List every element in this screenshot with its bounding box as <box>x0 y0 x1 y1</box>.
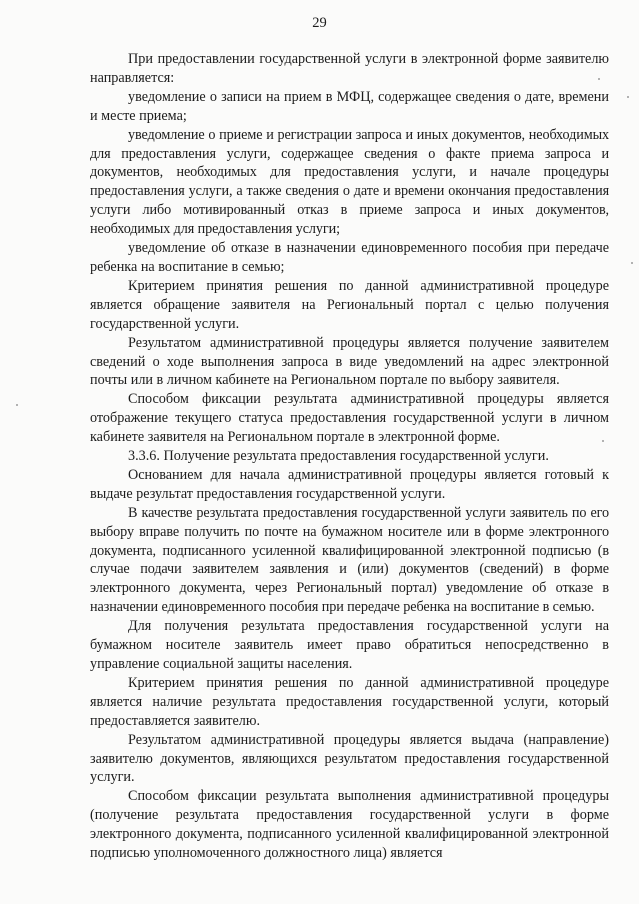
paragraph-procedure-result: Результатом административной процедуры является получение заявителем сведений о ходе выполнения запроса в виде уведомлений на адрес электронной почты или в личном кабинете на Региональном портале по выбору заявителя. <box>90 334 609 389</box>
paragraph-fixation-method: Способом фиксации результата административной процедуры является отображение текущего статуса предоставления государственной услуги в личном кабинете заявителя на Региональном портале в электронной форме. <box>90 391 609 446</box>
scan-speck <box>631 262 633 264</box>
paragraph-result-options: В качестве результата предоставления государственной услуги заявитель по его выбору вправе получить по почте на бумажном носителе или в форме электронного документа, подписанного усиленной квалифицированной электронной подписью (в случае подачи заявителем заявления и (или) документов (сведений) в форме электронного документа, через Региональный портал) уведомление об отказе в назначении единовременного пособия при передаче ребенка на воспитание в семью. <box>90 504 609 616</box>
scan-speck <box>16 404 18 406</box>
paragraph-intro: При предоставлении государственной услуги в электронной форме заявителю направляется: <box>90 51 609 86</box>
paragraph-fixation-method-2: Способом фиксации результата выполнения административной процедуры (получение результата предоставления государственной услуги в форме электронного документа, подписанного усиленной квалифицированной электронной подписью уполномоченного должностного лица) является <box>90 788 609 862</box>
scan-speck <box>602 440 604 442</box>
paragraph-procedure-result-2: Результатом административной процедуры является выдача (направление) заявителю документов, являющихся результатом предоставления государственной услуги. <box>90 731 609 786</box>
paragraph-decision-criterion: Критерием принятия решения по данной административной процедуре является обращение заявителя на Региональный портал с целью получения государственной услуги. <box>90 277 609 332</box>
paragraph-notice-registration: уведомление о приеме и регистрации запроса и иных документов, необходимых для предоставления услуги, содержащее сведения о факте приема запроса и документов, необходимых для предоставления услуги, и начале процедуры предоставления услуги, а также сведения о дате и времени окончания предоставления услуги либо мотивированный отказ в приеме запроса и иных документов, необходимых для предоставления услуги; <box>90 126 609 238</box>
scan-speck <box>627 96 629 98</box>
paragraph-notice-appointment: уведомление о записи на прием в МФЦ, содержащее сведения о дате, времени и месте приема; <box>90 88 609 124</box>
section-heading-3-3-6: 3.3.6. Получение результата предоставления государственной услуги. <box>128 448 549 465</box>
paragraph-grounds: Основанием для начала административной процедуры является готовый к выдаче результат предоставления государственной услуги. <box>90 466 609 502</box>
paragraph-paper-result: Для получения результата предоставления государственной услуги на бумажном носителе заявитель имеет право обратиться непосредственно в управление социальной защиты населения. <box>90 618 609 672</box>
page-number: 29 <box>312 15 327 31</box>
paragraph-decision-criterion-2: Критерием принятия решения по данной административной процедуре является наличие результата предоставления государственной услуги, который предоставляется заявителю. <box>90 674 609 729</box>
scan-speck <box>598 78 600 80</box>
paragraph-notice-refusal: уведомление об отказе в назначении единовременного пособия при передаче ребенка на воспитание в семью; <box>90 240 609 275</box>
document-body <box>90 50 609 863</box>
